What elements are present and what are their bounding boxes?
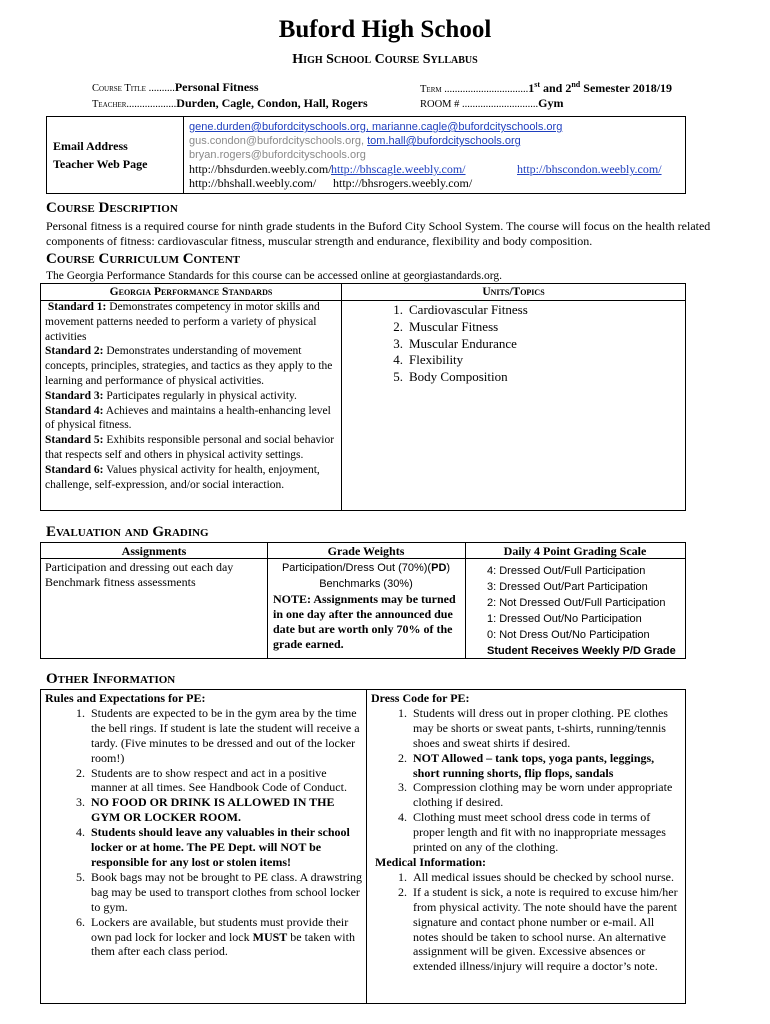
unit-item: 4. Flexibility: [393, 352, 464, 368]
evaluation-table: [40, 542, 686, 659]
web-label: Teacher Web Page: [53, 157, 148, 171]
teacher-value: Durden, Cagle, Condon, Hall, Rogers: [176, 96, 368, 110]
rules-header: Rules and Expectations for PE:: [45, 691, 206, 705]
standards-header: Georgia Performance Standards: [109, 286, 273, 298]
standard-label: Standard 3:: [45, 389, 104, 402]
term-rest: Semester 2018/19: [580, 81, 673, 95]
email-sep: ,: [365, 121, 373, 133]
rule-item: 3. NO FOOD OR DRINK IS ALLOWED IN THE GYM OR LOCKER ROOM.: [76, 795, 335, 825]
evaluation-heading: Evaluation and Grading: [46, 524, 209, 540]
standard-text: Demonstrates understanding of movement concepts, principles, strategies, and tactics as they apply to the learning and performance of physical activities.: [45, 345, 333, 387]
standards-header-rule: [40, 300, 341, 301]
curriculum-heading: Course Curriculum Content: [46, 251, 241, 267]
teacher-row: [92, 96, 368, 111]
rule-item: 1. Students are expected to be in the gym area by the time the bell rings. If student is late the student will receive a tardy. (Five minutes to be dressed and out of the locker room!): [76, 705, 360, 765]
standards-column: [41, 284, 342, 510]
grading-scale-item: 3: Dressed Out/Part Participation: [487, 581, 648, 593]
standard-text: Participates regularly in physical activity.: [103, 389, 297, 402]
assignment-benchmarks: Benchmark fitness assessments: [45, 575, 196, 589]
email-link-condon[interactable]: gus.condon@bufordcityschools.org,: [189, 135, 368, 147]
room-row: [420, 96, 563, 111]
grading-scale-item: 1: Dressed Out/No Participation: [487, 613, 642, 625]
medical-header: Medical Information:: [375, 854, 486, 869]
weight-participation: Participation/Dress Out (70%)(PD): [281, 562, 451, 574]
standards-list: [45, 300, 339, 492]
standard-label: Standard 4:: [45, 404, 104, 417]
medical-item: 1. All medical issues should be checked by school nurse.: [398, 869, 674, 884]
web-link-hall[interactable]: http://bhshall.weebly.com/: [189, 176, 317, 190]
standard-item: [45, 300, 339, 344]
email-line-2: [189, 134, 521, 148]
unit-item: 1. Cardiovascular Fitness: [393, 302, 528, 317]
course-title-value: Personal Fitness: [174, 80, 259, 94]
web-link-rogers[interactable]: http://bhsrogers.weebly.com/: [333, 176, 473, 190]
room-label: ROOM # .............................: [420, 99, 539, 110]
standard-item: [45, 433, 339, 463]
standard-item: [45, 389, 339, 404]
assignments-header: Assignments: [121, 544, 187, 558]
standard-item: [45, 463, 339, 493]
rule-item: 5. Book bags may not be brought to PE class. A drawstring bag may be used to transport clothes from school locker to gym.: [76, 869, 362, 914]
course-title-row: [92, 80, 259, 95]
grade-weights-header: Grade Weights: [327, 544, 405, 558]
unit-item: 5. Body Composition: [393, 369, 508, 385]
term-row: [420, 80, 672, 96]
term-and: and 2: [540, 81, 572, 95]
other-table: [40, 689, 686, 1004]
contacts-label-cell: [47, 117, 184, 193]
term-label: Term ................................: [420, 84, 529, 95]
medical-item: 2. If a student is sick, a note is required to excuse him/her from physical activity. The note should have the parent signature and contact phone number or e-mail. All notes should be taken to school nurse. An alternative assignment will be given. Excessive absences or extended illness/injury will require a doctor’s note.: [398, 884, 678, 974]
curriculum-intro: The Georgia Performance Standards for this course can be accessed online at georgiastandards.org.: [46, 270, 503, 282]
standard-label: Standard 6:: [45, 463, 104, 476]
other-heading: Other Information: [46, 671, 176, 687]
standard-label: Standard 1:: [47, 301, 107, 313]
standard-text: Achieves and maintains a health-enhancing level of physical fitness.: [45, 404, 331, 432]
syllabus-subtitle: High School Course Syllabus: [292, 52, 478, 67]
rule-item: 6. Lockers are available, but students must provide their own pad lock for locker and lock MUST be taken with them after each class period.: [76, 914, 355, 959]
unit-item: 3. Muscular Endurance: [393, 335, 517, 351]
dress-header: Dress Code for PE:: [371, 691, 470, 705]
email-link-durden[interactable]: gene.durden@bufordcityschools.org: [189, 121, 366, 133]
description-heading: Course Description: [46, 200, 178, 216]
grading-scale-item: 0: Not Dress Out/No Participation: [487, 629, 650, 641]
curriculum-table: [40, 283, 686, 511]
standard-item: [45, 404, 339, 434]
units-header-rule: [341, 300, 686, 301]
dress-item: 4. Clothing must meet school dress code in terms of proper length and fit with no inappropriate messages printed on any of the clothing.: [398, 810, 666, 855]
grading-scale-header: Daily 4 Point Grading Scale: [503, 544, 647, 558]
rule-item: 4. Students should leave any valuables in their school locker or at home. The PE Dept. will NOT be responsible for any lost or stolen items!: [76, 825, 350, 869]
term-sup-2: nd: [571, 80, 581, 89]
grading-scale-item: 2: Not Dressed Out/Full Participation: [487, 597, 666, 609]
standard-label: Standard 2:: [45, 345, 104, 358]
units-column: [342, 284, 685, 304]
grading-scale-list: [487, 563, 683, 659]
standard-text: Exhibits responsible personal and social behavior that respects self and others in physical activity settings.: [45, 434, 335, 461]
unit-item: 2. Muscular Fitness: [393, 318, 499, 334]
description-text: Personal fitness is a required course for ninth grade students in the Buford City School System. The course will focus on the health related components of fitness: cardiovascular fitness, muscular strength and endurance, flexibility and body composition.: [46, 219, 711, 248]
web-link-condon[interactable]: http://bhscondon.weebly.com/: [517, 162, 662, 176]
units-list: [381, 302, 681, 386]
web-link-durden[interactable]: http://bhsdurden.weebly.com/: [189, 162, 332, 176]
standard-item: [45, 344, 339, 388]
rule-item: 2. Students are to show respect and act in a positive manner at all times. See Handbook Code of Conduct.: [76, 765, 347, 795]
contacts-box: [46, 116, 686, 194]
email-line-1: [189, 120, 562, 134]
grading-scale-item: 4: Dressed Out/Full Participation: [487, 565, 646, 577]
dress-item: 1. Students will dress out in proper clothing. PE clothes may be shorts or sweat pants, t-shirts, running/tennis shoes and sweat shirts if desired.: [398, 705, 668, 750]
teacher-label: Teacher...................: [92, 99, 177, 110]
course-title-label: Course Title ..........: [92, 83, 175, 94]
room-value: Gym: [538, 96, 564, 110]
email-link-rogers[interactable]: bryan.rogers@bufordcityschools.org: [189, 149, 366, 161]
term-sup-1: st: [534, 80, 540, 89]
email-link-cagle[interactable]: marianne.cagle@bufordcityschools.org: [372, 121, 563, 133]
late-work-note: NOTE: Assignments may be turned in one day after the announced due date but are worth only 70% of the grade earned.: [273, 592, 456, 651]
dress-column: [371, 691, 681, 974]
email-label: Email Address: [53, 139, 128, 153]
email-link-hall[interactable]: tom.hall@bufordcityschools.org: [367, 135, 521, 147]
grading-scale-note: Student Receives Weekly P/D Grade: [487, 645, 676, 657]
school-title: Buford High School: [278, 16, 492, 43]
units-header: Units/Topics: [482, 286, 545, 298]
weight-benchmarks: Benchmarks (30%): [319, 578, 413, 590]
term-value-1: 1: [528, 81, 535, 95]
standard-text: Values physical activity for health, enjoyment, challenge, self-expression, and/or social interaction.: [45, 463, 320, 491]
web-link-cagle[interactable]: http://bhscagle.weebly.com/: [331, 162, 466, 176]
standard-text: Demonstrates competency in motor skills and movement patterns needed to perform a variety of physical activities: [45, 301, 320, 343]
standard-label: Standard 5:: [45, 434, 104, 447]
assignment-participation: Participation and dressing out each day: [45, 560, 234, 574]
rules-column: [45, 691, 363, 959]
dress-item: 2. NOT Allowed – tank tops, yoga pants, leggings, short running shorts, flip flops, sandals: [398, 750, 655, 780]
dress-item: 3. Compression clothing may be worn under appropriate clothing if desired.: [398, 780, 673, 810]
